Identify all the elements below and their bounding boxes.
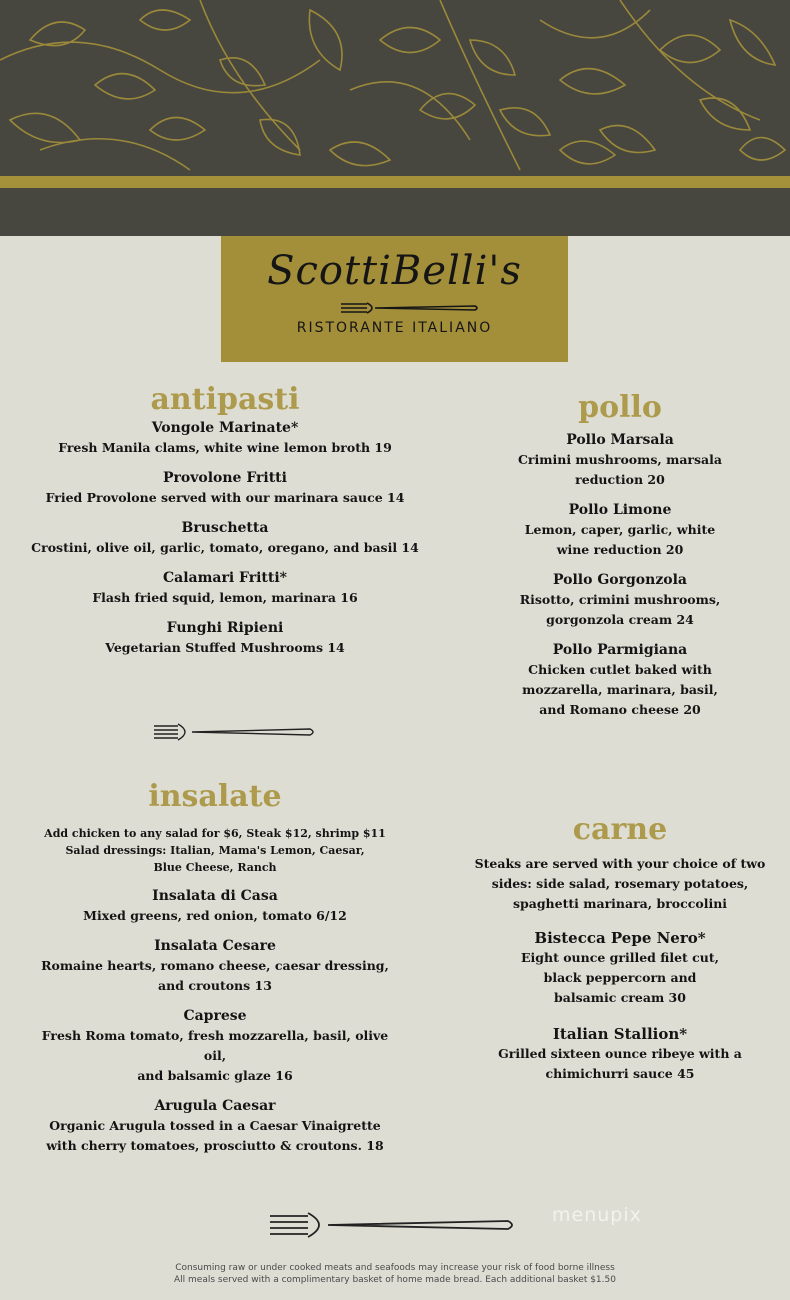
item-description: Organic Arugula tossed in a Caesar Vinaigrette: [49, 1118, 381, 1133]
item-name: Pollo Parmigiana: [552, 642, 688, 658]
item-description: Mixed greens, red onion, tomato 6/12: [83, 908, 347, 923]
item-name: Italian Stallion*: [552, 1025, 688, 1043]
item-description: and balsamic glaze 16: [137, 1068, 293, 1083]
menu-item: [470, 928, 770, 1008]
restaurant-name: ScottiBelli's: [267, 248, 522, 294]
insalate-section: [25, 779, 405, 1166]
item-description: and Romano cheese 20: [539, 702, 701, 717]
item-name: Bruschetta: [181, 520, 269, 536]
item-description: black peppercorn and: [543, 970, 697, 985]
carne-section: [470, 812, 770, 1094]
pollo-section: [470, 390, 770, 730]
item-name: Vongole Marinate*: [151, 420, 299, 436]
header-banner: [0, 0, 790, 236]
note-line: Steaks are served with your choice of two: [474, 856, 766, 871]
menu-item: [10, 518, 440, 558]
item-name: Bistecca Pepe Nero*: [534, 929, 706, 947]
watermark-logo: menupix: [552, 1204, 642, 1226]
fork-icon: [268, 1208, 518, 1242]
item-description: Fresh Manila clams, white wine lemon broth 19: [58, 440, 392, 455]
antipasti-section: [10, 382, 440, 668]
menu-item: [470, 430, 770, 490]
note-line: sides: side salad, rosemary potatoes,: [491, 876, 749, 891]
section-title-antipasti: antipasti: [150, 382, 300, 417]
item-description: mozzarella, marinara, basil,: [522, 682, 718, 697]
menu-item: [10, 418, 440, 458]
gold-stripe: [0, 176, 790, 188]
item-description: Fresh Roma tomato, fresh mozzarella, basil, olive: [41, 1028, 389, 1043]
item-description: Eight ounce grilled filet cut,: [520, 950, 720, 965]
item-description: Fried Provolone served with our marinara sauce 14: [45, 490, 405, 505]
item-description: Chicken cutlet baked with: [528, 662, 712, 677]
item-description: Vegetarian Stuffed Mushrooms 14: [105, 640, 345, 655]
item-name: Calamari Fritti*: [162, 570, 288, 586]
note-line: Salad dressings: Italian, Mama's Lemon, Caesar,: [65, 844, 365, 857]
steak-note: [470, 854, 770, 914]
item-name: Arugula Caesar: [154, 1098, 276, 1114]
item-name: Pollo Marsala: [566, 432, 674, 448]
menu-item: [470, 500, 770, 560]
section-title-insalate: insalate: [148, 779, 282, 814]
item-name: Provolone Fritti: [163, 470, 287, 486]
menu-item: [10, 618, 440, 658]
item-description: oil,: [203, 1048, 227, 1063]
menu-item: [10, 468, 440, 508]
restaurant-subtitle: RISTORANTE ITALIANO: [296, 320, 493, 336]
fork-icon: [339, 300, 479, 318]
footer-line: All meals served with a complimentary basket of home made bread. Each additional basket $1.50: [174, 1275, 616, 1285]
item-description: gorgonzola cream 24: [546, 612, 694, 627]
item-name: Funghi Ripieni: [166, 620, 284, 636]
item-description: Risotto, crimini mushrooms,: [519, 592, 721, 607]
section-title-carne: carne: [572, 812, 668, 847]
footer-line: Consuming raw or under cooked meats and seafoods may increase your risk of food borne illness: [175, 1263, 615, 1273]
leaf-pattern: [0, 0, 790, 236]
item-description: Crostini, olive oil, garlic, tomato, oregano, and basil 14: [31, 540, 419, 555]
fork-icon: [152, 720, 317, 744]
item-description: Flash fried squid, lemon, marinara 16: [92, 590, 358, 605]
menu-item: [25, 886, 405, 926]
item-name: Pollo Gorgonzola: [553, 572, 687, 588]
menu-item: [470, 1024, 770, 1084]
menu-item: [10, 568, 440, 608]
note-line: Blue Cheese, Ranch: [153, 861, 277, 874]
note-line: Add chicken to any salad for $6, Steak $12, shrimp $11: [44, 827, 386, 840]
section-title-pollo: pollo: [578, 390, 662, 425]
item-description: chimichurri sauce 45: [545, 1066, 695, 1081]
item-description: balsamic cream 30: [554, 990, 686, 1005]
item-description: reduction 20: [575, 472, 665, 487]
item-name: Caprese: [183, 1008, 247, 1024]
menu-item: [470, 640, 770, 720]
menu-item: [25, 1096, 405, 1156]
item-description: Grilled sixteen ounce ribeye with a: [498, 1046, 742, 1061]
restaurant-logo: [221, 236, 568, 362]
salad-note: [25, 825, 405, 876]
item-description: wine reduction 20: [556, 542, 684, 557]
menu-item: [25, 1006, 405, 1086]
item-description: Lemon, caper, garlic, white: [524, 522, 716, 537]
item-name: Pollo Limone: [568, 502, 672, 518]
item-name: Insalata Cesare: [154, 938, 276, 954]
item-description: Romaine hearts, romano cheese, caesar dressing,: [41, 958, 389, 973]
menu-item: [25, 936, 405, 996]
item-name: Insalata di Casa: [152, 888, 278, 904]
note-line: spaghetti marinara, broccolini: [512, 896, 728, 911]
item-description: with cherry tomatoes, prosciutto & croutons. 18: [46, 1138, 384, 1153]
item-description: Crimini mushrooms, marsala: [517, 452, 722, 467]
menu-item: [470, 570, 770, 630]
footer: [0, 1262, 790, 1286]
item-description: and croutons 13: [158, 978, 272, 993]
